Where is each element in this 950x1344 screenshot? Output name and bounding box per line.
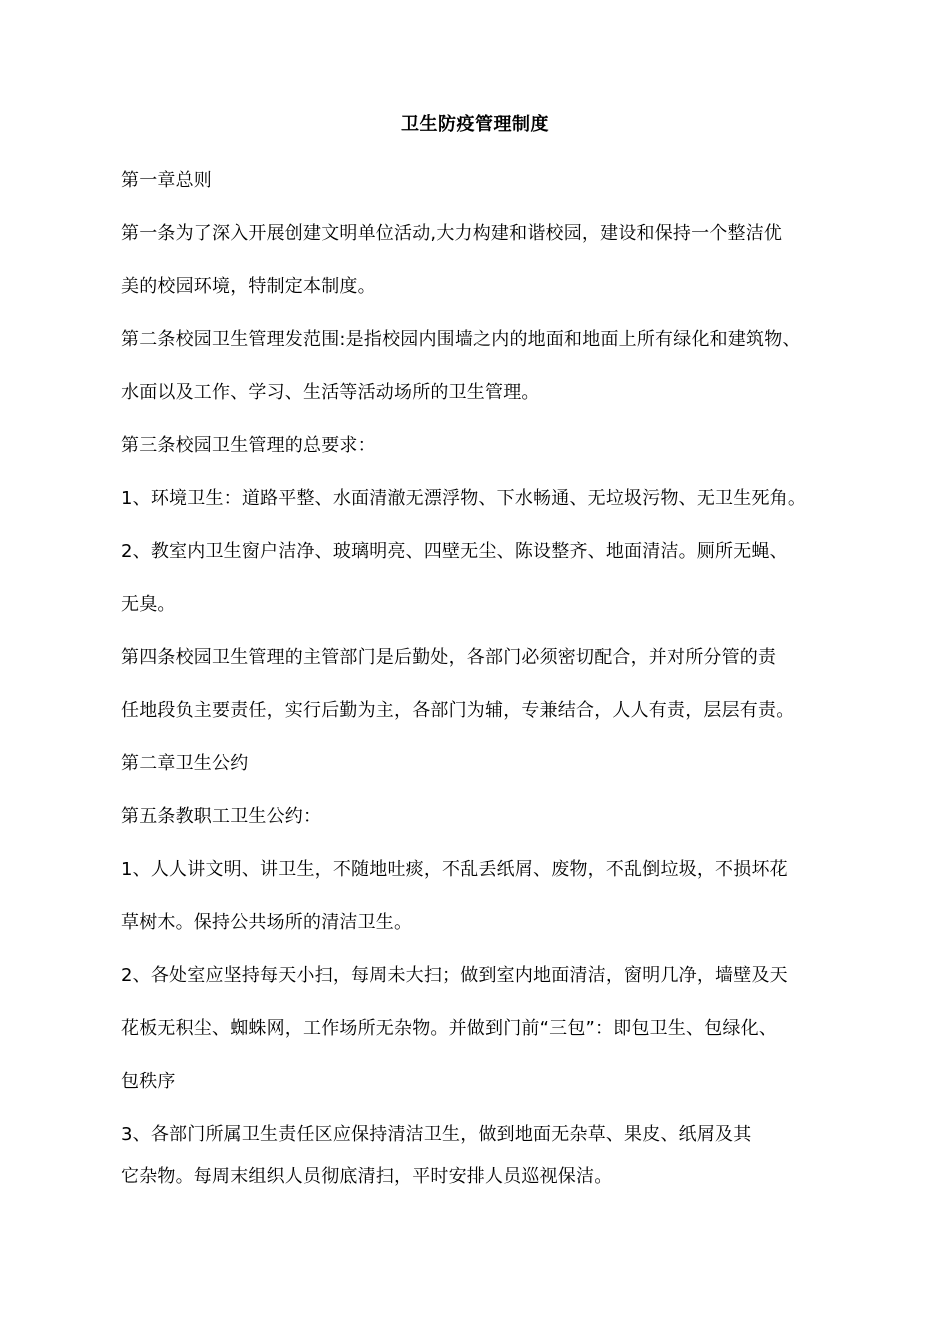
paragraph-line: 2、各处室应坚持每天小扫，每周未大扫；做到室内地面清洁，窗明几净，墙壁及天 (121, 965, 788, 986)
paragraph-line: 花板无积尘、蜘蛛网，工作场所无杂物。并做到门前“三包”：即包卫生、包绿化、 (121, 1018, 778, 1039)
paragraph-line: 2、教室内卫生窗户洁净、玻璃明亮、四壁无尘、陈设整齐、地面清洁。厕所无蝇、 (121, 541, 788, 562)
paragraph-line: 1、人人讲文明、讲卫生，不随地吐痰，不乱丢纸屑、废物，不乱倒垃圾，不损坏花 (121, 859, 788, 880)
paragraph-line: 第一条为了深入开展创建文明单位活动,大力构建和谐校园，建设和保持一个整洁优 (121, 223, 783, 244)
chapter-heading: 第一章总则 (121, 170, 212, 191)
paragraph-line: 第四条校园卫生管理的主管部门是后勤处，各部门必须密切配合，并对所分管的责 (121, 647, 777, 668)
paragraph-line: 包秩序 (121, 1071, 176, 1092)
paragraph-line: 美的校园环境，特制定本制度。 (121, 276, 376, 297)
paragraph-line: 它杂物。每周末组织人员彻底清扫，平时安排人员巡视保洁。 (121, 1166, 613, 1187)
paragraph-line: 第二条校园卫生管理发范围:是指校园内围墙之内的地面和地面上所有绿化和建筑物、 (121, 329, 801, 350)
paragraph-line: 任地段负主要责任，实行后勤为主，各部门为辅，专兼结合，人人有责，层层有责。 (121, 700, 795, 721)
paragraph-line: 第五条教职工卫生公约： (121, 806, 322, 827)
document-title: 卫生防疫管理制度 (401, 114, 549, 135)
paragraph-line: 草树木。保持公共场所的清洁卫生。 (121, 912, 413, 933)
paragraph-line: 无臭。 (121, 594, 176, 615)
paragraph-line: 1、环境卫生：道路平整、水面清澈无漂浮物、下水畅通、无垃圾污物、无卫生死角。 (121, 488, 807, 509)
paragraph-line: 水面以及工作、学习、生活等活动场所的卫生管理。 (121, 382, 540, 403)
paragraph-line: 3、各部门所属卫生责任区应保持清洁卫生，做到地面无杂草、果皮、纸屑及其 (121, 1124, 752, 1145)
chapter-heading: 第二章卫生公约 (121, 753, 249, 774)
paragraph-line: 第三条校园卫生管理的总要求： (121, 435, 376, 456)
